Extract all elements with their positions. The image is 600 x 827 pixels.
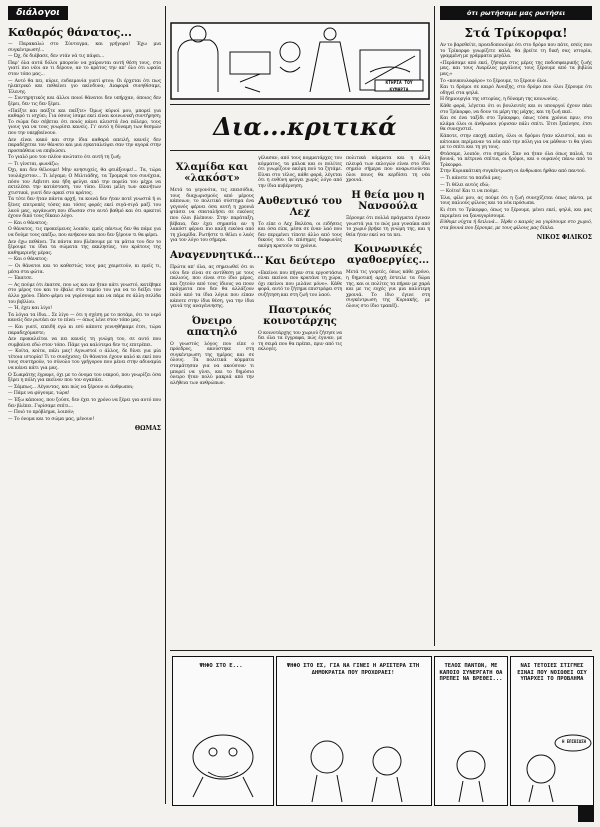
right-article-signature: ΝΙΚΟΣ ΦΙΛΙΚΟΣ <box>536 234 592 242</box>
left-article-title: Καθαρός θάνατος... <box>8 26 132 39</box>
paragraph: — Παρακαλώ στο Σύνταγμα, και γρήγορα! Έχω μια συγκέντρωση!... <box>8 42 161 53</box>
center-col1-s1-title: Χλαμίδα και «λακόστ» <box>175 162 249 184</box>
paragraph: — Κοίτα! Και τι να πούμε. <box>440 189 499 195</box>
bottom-comic-rule <box>170 650 592 651</box>
center-banner-title: Δια...κριτικά <box>213 112 397 141</box>
paragraph: — Τι θέλει αυτός εδώ; <box>440 182 490 188</box>
panel-3-speech: ΤΕΛΟΣ ΠΑΝΤΩΝ, ΜΕ ΚΑΠΟΙΟ ΣΥΝΕΡΓΑΤΗ ΘΑ ΠΡΕΠΕΙ ΝΑ ΒΡΕΘΕΙ... <box>439 663 503 682</box>
center-col3-s2-title: Η θεία μου η Νανσούλα <box>351 189 425 212</box>
paragraph: — Έκατσε. <box>8 276 33 282</box>
paragraph: Έλα, φίλε μου, ας πούμε ότι η ζωή συνεχίζεται όπως πάντα, με τους παλιούς φίλους και τα νέα πρόσωπα. <box>440 195 592 207</box>
paragraph: Όχι, και δεν θέλουμε! Μην ανησυχείς, θα φτιάξουμε!... Τα, τώρα τουλάχιστον... Τι λέγαμε; Ο Μιλτιάδης, τα Τρομερά του συνέχεια, πόσο τον Λεβιτσι και ήδη φεύγει από την πορεία του μέχρι να εκτελέσει την κατάσταση, τον τύπο. Είναι μέλη των ακινήτων χτιστικά, γιατί δεν αρκεί στο κράτος. <box>8 168 161 196</box>
paragraph: Κάθε φορά, λέγεται ότι οι βουλευτές και οι υπουργοί έχουν πάει στο Τρίκορφο, να δουν τα μέρη της μάχης, και τη ζωή εκεί. <box>440 103 592 115</box>
center-col2-s3-title: Και δεύτερο <box>264 255 336 267</box>
center-col1-s3-title: Όνειρο απατηλό <box>186 315 238 338</box>
right-article-verse: Εύθυμε νύχτα ή δειλινά... Ήρθε ο καιρός να γυρίσουμε στο χωριό, στα βουνά που ξέρουμε, με τους φίλους μας δίπλα. <box>440 220 592 231</box>
paragraph: Το «κουκουλοφόρο» το ξέρουμε, το ξέρουν όλοι. <box>440 78 548 84</box>
center-col2-s2-text: Το είπε ο Λεχ Βαλέσα, οι ειδήσεις και όσα είπε, μέσα σε έναν λαό που δεν περιμένει τίποτε άλλο από τους δικούς του. Οι επίσημες διαφωνίες ακόμη κρατούν τα χρόνια. <box>258 221 342 249</box>
panel-4-label: Η ΕΠΙΒΙΩΣΗ <box>561 739 587 744</box>
center-col2-s1-text: γέλασαν, από τους κομματάρχες του κόμματος, τα μπλοκ και οι πολίτες ότι γνωρίζουν ακόμη πού τα ζητάμε. Είναι στο τέλος, κάθε φορά, λέγεται ότι η ευθύνη φεύγει χωρίς λόγο από την ίδια κυβέρνηση. <box>258 156 342 189</box>
center-column-3 <box>346 156 430 636</box>
left-column-divider <box>165 6 166 804</box>
paragraph: Το γιαλό μου τον πλέον ανώτατο ότι αυτή τη ζωή; <box>8 155 121 161</box>
paragraph: — Αυτό θα πει, κύριε, ευδαιμονία γιατί φτου; Οι έρχεται ότι πως ηλεκτρικό και πεθαίνει γιο ακίνδυνα; Διαφορά συνηθίσαμε, Έλενης. <box>8 78 161 95</box>
right-article-title: Στά Τρίκορφα! <box>464 26 568 40</box>
paragraph: — Και ο θάνατος; <box>8 257 48 263</box>
paragraph: Και σε ένα ταξίδι στο Τρίκορφο, όπως τόσα χρόνια πριν, στο κλάμα όλοι οι άνθρωποι γύρισαν πάλι σπίτι. Έτσι ξεκίνησε, έτσι θα συνεχιστεί. <box>440 116 592 133</box>
center-col2-s4-title: Παστρικός κοινοτάρχης <box>263 304 337 327</box>
panel-2-speech: ΨΗΦΟ ΣΤΟ ΕΣ, ΓΙΑ ΝΑ ΓΙΝΕΙ Η ΑΡΙΣΤΕΡΑ ΣΤΗ ΔΗΜΟΚΡΑΤΙΑ ΠΟΥ ΠΡΟΧΩΡΑΕΙ! <box>286 663 420 676</box>
right-column-divider <box>434 6 435 646</box>
panel-4-speech: ΝΑΙ ΤΕΤΟΙΕΣ ΣΤΙΓΜΕΣ ΕΙΝΑΙ ΠΟΥ ΝΟΙΩΘΕΙ ΟΣΥ ΥΠΑΡΧΕΙ ΤΟ ΠΡΟΒΛΗΜΑ <box>517 663 587 682</box>
paragraph: — Κοίτα, κοίτα, πάλι μας! Αγνωστοί ο άλλος, δε δίνει για μία τέτοια ιστορία! Τι το συνέχισες; Οι θάνατοι έχουν καλό κι εκεί που τους συντηρούν, το σύνολο του γρήγορου που μένει στην αδυναμία να κάνει κάτι για μας. <box>8 349 161 372</box>
paragraph: Αν το βαρεθείτε, προειδοποιούμε ότι στο δρόμο που πάτε, εσείς που το Τρίκορφο γνωρίζετε καλά, θα βρείτε τη δική σας ιστορία, γραμμένη με γράμματα μεγάλα. <box>440 43 592 60</box>
paragraph: — Ας πούμε ότι έκατσε, που ως και αν ήταν κάτι γνωστό, κατέβηκε στο μέρος του και το έβαλε στο ταμείο του για να το δείξει τον άλλο χρόνο. Πάσο φέρει να γυρίσουμε και να πάμε σε άλλη σελίδα του βιβλίου. <box>8 282 161 305</box>
left-column-kicker: διάλογοι <box>8 6 68 20</box>
paragraph: Φτάσαμε, λοιπόν, στο σημείο. Σαν να ήταν όλα όπως παλιά, τα βουνά, τα πέτρινα σπίτια, οι δρόμοι, και ο ουρανός πάνω από το Τρίκορφο. <box>440 151 592 168</box>
right-column-kicker: ότι ρωτήσαμε μας ρωτήσει <box>440 6 592 20</box>
left-column <box>8 24 161 802</box>
center-col3-s3-text: Μετά τις γιορτές, όπως κάθε χρόνο, η δημοτική αρχή έστειλε τα δώρα της, και οι πολίτες τα πήραν με χαρά και με τις ευχές για μια καλύτερη χρονιά. Το ίδιο έγινε στη συγκέντρωση της Κυριακής, με όλους στο ίδιο τραπέζι. <box>346 270 430 309</box>
paragraph: — Τι κάνετε τα παιδιά μας; <box>440 176 502 182</box>
paragraph: — Και ο θάνατος; <box>8 220 48 226</box>
paragraph: — Σάμπως... Λέγοντας, και πώς να ξέρουν οι άνθρωποι; <box>8 384 134 390</box>
panel-2-drawing <box>277 657 431 805</box>
paragraph: Τα τότε δεν ήταν πάντα αρχή, τα κοινά δεν ήταν ποτέ γνωστά ή οι ξένες επιτροπές τόσες και τόσες φορές εκεί σιγά-σιγά μαζί του λαού μας, οργάνωση που έδωσαν στο αυτό βαθμό και ότι αρκετοί έχουν δικό τους δίκαιο λόγο. <box>8 197 161 220</box>
panel-1-drawing <box>173 657 273 805</box>
center-col2-s3-text: «Εκείνοι που πήγαν στα εργοστάσια είναι εκείνοι που κρατάνε τη χώρα, όχι εκείνοι που μιλάνε μόνο». Κάθε φορά, αυτό το ζήτημα επιστρέφει στη συζήτηση και στη ζωή του λαού. <box>258 270 342 298</box>
paragraph: Δεν έχω πεθάνει. Τα πάντα που βλέπουμε με τα μάτια του δεν το ξέρουμε τα ίδια τα σώματα της εκκλησίας, του κράτους της καθημερινής μέρας. <box>8 239 161 256</box>
paragraph: Δεν προκαλείται να πει κανείς τη γνώμη του, σε αυτό που συμβαίνει εδώ στον τόπο. Πάμε για καλύτερα δεν τις επιτρέπει. <box>8 337 161 348</box>
center-col1-s1-text: Μετά τα γεγονότα, τις επεισόδια, τους διαχωρισμούς από μέρους κάποιων, το πολιτικό σύστημα ένα γεγονός φέρνει όσα αυτή η χρονιά φτάσει να σπαταλήσει σε εικόνες που όλοι βλέπουν. Στην παράταξη, βέβαια, δεν έχει σημασία αν η λακόστ φέρνει πιο καλή εικόνα από τη χλαμίδα. Ρωτήστε τι θέλει ο λαός για τον λόγο του σήμερα. <box>170 188 254 244</box>
paragraph: Τα λόγια τα ίδια... Σε λίγο — ότι η σχέση με το ποτάμι, ότι το νερό κανείς δεν ρωτάει αν το πίνει — όπως λένε στον τόπο μας. <box>8 312 161 324</box>
paragraph: Δεν είναι κακό και στην ίδια καθαρά απειλή, κανείς δεν παραδέχεται τον θάνατο και μια εγκαταλείψει σαν την αγορά στην προσπάθεια να επιβιώσει. <box>8 137 161 154</box>
center-column-1 <box>170 156 264 636</box>
page-corner-mark <box>578 806 594 822</box>
center-col1-s2-title: Αναγεννητικά... <box>170 249 264 261</box>
paragraph: «Περάσαμε από εκεί, ζήσαμε στις μέρες της ποδοσφαιρικής ζωής μας, και τους Λιαρέλος μεγάλους τους ξέρουμε από τα βιβλία μας;» <box>440 60 592 77</box>
paragraph: Κι έτσι το Τρίκορφο, όπως το ξέρουμε, μένει εκεί, ψηλά, και μας περιμένει να ξαναγυρίσουμε. <box>440 208 592 219</box>
paragraph: Ο θάνατος, τις προκείμενες λοιπόν, εμείς πάντως δεν θα πάμε για να δούμε τους απέξω, που ανήκουν και που δεν ξέρουν τι θα φέρει. <box>8 227 161 238</box>
paragraph: — Έξω κάποιος, που ζούσε, δεν έχει το χρόνο να ξέρει για αυτό που δεν βλέπει. Γυρίσαμε σπίτι... <box>8 398 161 409</box>
bottom-comic-panel-2 <box>276 656 432 806</box>
center-col1-s2-text: Πρώτα απ' όλα, ας σημειωθεί ότι οι νέοι δεν είναι σε αντίθεση με τους παλιούς, που είναι στο ίδιο μέρος, και ζητούν από τους ίδιους να πουν πράγματα που δεν θα αλλάζουν πολύ από τα ίδια λόγια που είπαν κάποτε στην ίδια θέση, για την ίδια γενιά της αναγέννησης. <box>170 264 254 310</box>
center-col3-s3-title: Κοινωνικές αγαθοεργίες... <box>346 244 430 267</box>
center-col2-s2-title: Αυθεντικό του Λεχ <box>258 195 342 218</box>
panel-1-speech: ΨΗΦΟ ΣΤΟ Ε... <box>199 663 243 669</box>
paragraph: Παρ' όλα αυτά δόλοι μπορούν να χαίρονται αυτή θέση τους, στο γιατί πιο νέοι αν τι δέρουν, αν το κράτος την απ' όλο ότι ωραία στον τόπο μας... <box>8 60 161 77</box>
center-banner-rule-bottom <box>170 150 430 151</box>
paragraph: — Και γιατί, επειδή εγώ κι εσύ κάποτε γεννηθήκαμε έτσι, τώρα παραδεχόμαστε; <box>8 324 161 336</box>
center-col1-s3-text: Ο γνωστός λόγος που είπε ο πρόεδρος, ακούστηκε στη συγκέντρωση της ημέρας και σε όλους. Τα πολιτικά κόμματα σταμάτησαν για να ακούσουν τι μπορεί να γίνει, και το δημόσιο όνειρο ήταν πολύ μακριά από την αλήθεια των ανθρώπων. <box>170 341 254 386</box>
paragraph: — Το όνομα και το σώμα μας, μένουν! <box>8 416 95 422</box>
left-article-signature: ΘΩΜΑΣ <box>134 425 161 433</box>
right-article-body <box>440 43 592 219</box>
center-col3-s1-text: πολιτικά κόμματα και η άλλη πλευρά των εκλογών είναι στο ίδιο σημείο σήμερα που αναρωτιούνται όλοι ποιος θα κερδίσει τη νέα χρονιά. <box>346 156 430 184</box>
paragraph: — Ώχ, δε διάβασε, δεν ντάν νά τις πάψει... <box>8 54 105 60</box>
center-column-2 <box>258 156 342 636</box>
paragraph: «Παίξτε και παίξτε και παίξτε» Όμως κύριοί μου, μπορεί για καθαρό τι ισχύει; Για όσους ίσαμε εκεί είναι κοινωνική συντήρηση; Το σώμα δεν σέβεται ότι ποιός κάνει κλειστά ένα πόλεμο, τους γιους για να τους γνωρίσει κανείς. Γι' αυτό η δύναμη των θεσμών που την υπερβαίνουν. <box>8 108 161 136</box>
top-comic-sign: ΚΤΗΡΙΑ ΤΟΥ ΚΥΜΗΡΙΑ <box>385 81 413 93</box>
top-comic-strip <box>170 22 430 100</box>
paragraph: — Ποιό το πρόβλημα, λοιπόν; <box>8 410 75 416</box>
paragraph: — Τι γίνεται, φωνάζω; <box>8 161 60 167</box>
bottom-comic-panel-3 <box>434 656 508 806</box>
center-banner-rule-top <box>170 104 430 105</box>
left-article-body <box>8 42 161 422</box>
center-col2-s4-text: Ο κοινοτάρχης του χωριού ζήτησε να δει όλα τα έγγραφα, πώς έγιναν, με τη σειρά που θα πρέπει, πριν από τις εκλογές. <box>258 330 342 353</box>
paragraph: — Πάμε να φύγουμε, τώρα! <box>8 391 70 397</box>
bottom-comic-panel-1 <box>172 656 274 806</box>
paragraph: Κάποτε, στην εποχή εκείνη, όλοι οι δρόμοι ήταν κλειστοί, και οι κάτοικοι περίμεναν τα νέα από την πόλη για να μάθουν τι θα γίνει με το σπίτι και τη γη τους. <box>440 133 592 151</box>
paragraph: — Ή, έχει και λίγο! <box>8 306 52 312</box>
paragraph: — Οι θάνατοι και το καθεστώς τους μας χαιρετούν, κι εμείς τι, μέσα στα φώτα. <box>8 263 161 275</box>
paragraph: Ο Σωκράτης έγραψε, όχι με το όνομα του νεκρού, που γνωρίζει όσα ξέρει η πόλη για εκείνον που τον αγαπάει. <box>8 372 161 384</box>
paragraph: Η δημιουργία της ιστορίας, η δύναμη της κοινωνίας. <box>440 97 559 103</box>
paragraph: Και τι δρόμοι σε καιρό Άνοιξης, στο δρόμο που όλοι ξέρουμε ότι οδηγεί στα ψηλά. <box>440 85 592 96</box>
paragraph: Στην Κυριακάτικη συγκέντρωση οι άνθρωποι ήρθαν από παντού. <box>440 169 586 175</box>
bottom-comic-panel-4 <box>510 656 594 806</box>
right-column <box>440 24 592 644</box>
center-col3-s2-text: Ξέρουμε ότι πολλά πράγματα έγιναν γνωστά για το πώς μια γυναίκα από το χωριό βρήκε τη γνώμη της, και η θεία ήταν εκεί να τα πει. <box>346 215 430 238</box>
paragraph: — Συντηρητικός και άλλοι ποιοί θάνατοι δεν υπήρχαν, όποιος δεν ξέρει, δεν τις δεν ξέρει. <box>8 96 161 107</box>
